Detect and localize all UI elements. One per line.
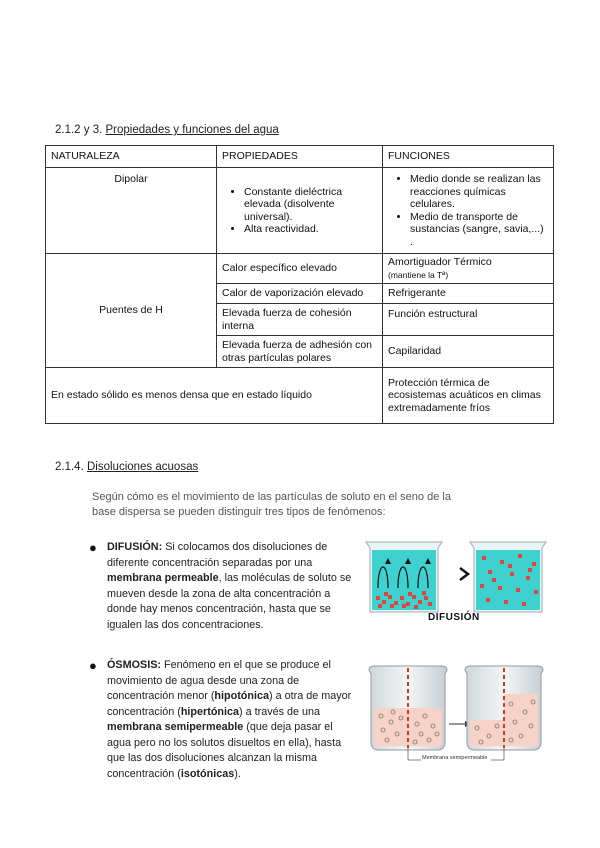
cell-function: Función estructural — [383, 304, 554, 336]
table-row-dipolar — [46, 168, 554, 254]
cell-solid: En estado sólido es menos densa que en estado líquido — [46, 368, 383, 424]
table-row — [46, 254, 554, 284]
cell-function — [383, 254, 554, 284]
cell-property: Elevada fuerza de cohesión interna — [217, 304, 383, 336]
osmosis-beaker-left — [369, 666, 447, 750]
cell-puentes-h: Puentes de H — [46, 254, 217, 368]
cell-property: Elevada fuerza de adhesión con otras partículas polares — [217, 336, 383, 368]
difusion-caption: DIFUSIÓN — [428, 612, 480, 623]
cell-function: Refrigerante — [383, 284, 554, 304]
difusion-text: , las moléculas de soluto se mueven desde la zona de alta concentración a donde hay menos concentración, hasta que se igualen las dos concentraciones. — [107, 572, 352, 631]
function-text: Amortiguador Térmico — [388, 256, 492, 268]
cell-dipolar-properties — [217, 168, 383, 254]
osmosis-text: ) a otra de mayor concentración ( — [107, 690, 352, 718]
properties-table — [45, 145, 554, 424]
osmosis-term: ÓSMOSIS: — [107, 659, 161, 671]
osmosis-text: (que deja pasar el agua pero no los solutos disueltos en ella), hasta que las dos disoluciones alcanzan la misma concentración ( — [107, 721, 342, 780]
cell-property: Calor de vaporización elevado — [217, 284, 383, 304]
osmosis-text: Fenómeno en el que se produce el movimiento de agua desde una zona de concentración menor ( — [107, 659, 331, 702]
cell-property: Calor específico elevado — [217, 254, 383, 284]
beaker-right — [470, 542, 546, 612]
osmosis-svg — [365, 664, 555, 768]
list-item: • Alta reactividad. — [244, 223, 377, 236]
cell-dipolar-functions — [383, 168, 554, 254]
osmosis-bold: hipertónica — [180, 705, 240, 718]
header-propiedades: PROPIEDADES — [217, 146, 383, 168]
bullet-icon: ● — [89, 658, 97, 673]
membrane-label: Membrana semipermeable — [422, 755, 488, 761]
bullet-icon: ● — [89, 540, 97, 555]
header-naturaleza: NATURALEZA — [46, 146, 217, 168]
osmosis-bold: hipotónica — [214, 690, 270, 702]
section-heading-properties — [55, 124, 279, 136]
section-title: Disoluciones acuosas — [86, 461, 199, 473]
function-note: (mantiene la Tª) — [388, 269, 449, 280]
osmosis-bold: isotónicas — [180, 767, 235, 780]
osmosis-beaker-right — [465, 666, 543, 750]
difusion-text: Si colocamos dos disoluciones de diferente concentración separadas por una — [107, 541, 328, 569]
difusion-diagram — [364, 540, 564, 635]
section-number: 2.1.2 y 3. — [55, 124, 103, 136]
beaker-left — [366, 542, 442, 612]
intro-paragraph: Según cómo es el movimiento de las partículas de soluto en el seno de la base dispersa se pueden distinguir tres tipos de fenómenos: — [92, 491, 451, 518]
difusion-term: DIFUSIÓN: — [107, 541, 163, 553]
list-item: • Constante dieléctrica elevada (disolvente universal). — [244, 186, 377, 224]
list-item: • Medio de transporte de sustancias (sangre, savia,...) . — [410, 211, 548, 249]
list-item: • Medio donde se realizan las reacciones químicas celulares. — [410, 173, 548, 211]
cell-dipolar: Dipolar — [46, 168, 217, 254]
section-heading-disoluciones — [55, 461, 198, 473]
cell-solid-function: Protección térmica de ecosistemas acuáticos en climas extremadamente fríos — [383, 368, 554, 424]
difusion-paragraph — [107, 540, 352, 633]
arrow-icon — [460, 568, 468, 580]
osmosis-bold: membrana semipermeable — [107, 721, 244, 733]
osmosis-paragraph — [107, 658, 357, 782]
section-number: 2.1.4. — [55, 461, 84, 473]
table-header-row — [46, 146, 554, 168]
difusion-bold: membrana permeable — [107, 572, 219, 584]
table-row-solid — [46, 368, 554, 424]
osmosis-diagram — [365, 664, 555, 773]
cell-function: Capilaridad — [383, 336, 554, 368]
osmosis-text: ) a través de una — [239, 705, 321, 718]
section-title: Propiedades y funciones del agua — [105, 124, 279, 136]
osmosis-text: ). — [234, 767, 241, 780]
header-funciones: FUNCIONES — [383, 146, 554, 168]
